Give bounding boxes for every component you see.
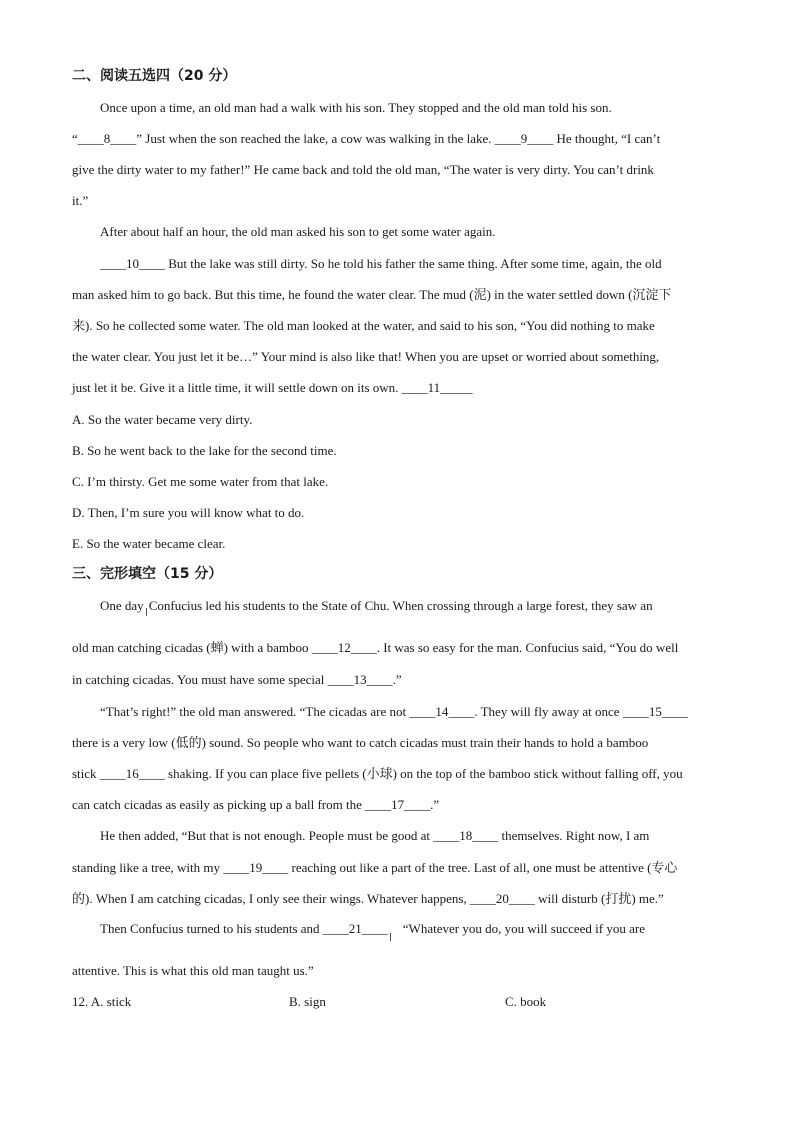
- section-3-heading: 三、完形填空（15 分）: [72, 566, 223, 582]
- passage-line: the water clear. You just let it be…” Your mind is also like that! When you are upset or worried about something,: [72, 349, 660, 364]
- passage-line: 来). So he collected some water. The old man looked at the water, and said to his son, “You did nothing to make: [72, 318, 655, 333]
- passage-line: “That’s right!” the old man answered. “The cicadas are not ____14____. They will fly away at once ____15____: [100, 704, 688, 719]
- option-d: D. Then, I’m sure you will know what to do.: [72, 505, 305, 520]
- q12-option-c: C. book: [505, 994, 547, 1009]
- passage-text: Confucius led his students to the State of Chu. When crossing through a large forest, they saw an: [148, 598, 653, 613]
- passage-line: it.”: [72, 193, 89, 208]
- passage-line: He then added, “But that is not enough. People must be good at ____18____ themselves. Right now, I am: [100, 828, 650, 843]
- passage-line: there is a very low (低的) sound. So people who want to catch cicadas must train their hands to hold a bamboo: [72, 735, 649, 750]
- passage-line: [100, 921, 645, 941]
- passage-line: stick ____16____ shaking. If you can place five pellets (小球) on the top of the bamboo stick without falling off, you: [72, 766, 683, 781]
- mark-tick: [146, 608, 147, 616]
- passage-line: in catching cicadas. You must have some special ____13____.”: [72, 672, 402, 687]
- passage-text: One day: [100, 598, 144, 613]
- passage-line: attentive. This is what this old man taught us.”: [72, 963, 314, 978]
- passage-line: [100, 598, 653, 616]
- q12-option-b: B. sign: [289, 994, 326, 1009]
- passage-line: man asked him to go back. But this time, he found the water clear. The mud (泥) in the water settled down (沉淀下: [72, 287, 672, 302]
- passage-line: old man catching cicadas (蝉) with a bamboo ____12____. It was so easy for the man. Confucius said, “You do well: [72, 640, 679, 655]
- passage-line: standing like a tree, with my ____19____ reaching out like a part of the tree. Last of all, one must be attentive (专心: [72, 860, 678, 875]
- q12-option-a: 12. A. stick: [72, 994, 132, 1009]
- section-2-heading: 二、阅读五选四（20 分）: [72, 68, 237, 84]
- passage-line: After about half an hour, the old man asked his son to get some water again.: [100, 224, 496, 239]
- passage-line: Once upon a time, an old man had a walk with his son. They stopped and the old man told his son.: [100, 100, 612, 115]
- passage-line: just let it be. Give it a little time, it will settle down on its own. ____11_____: [72, 380, 473, 395]
- passage-text: Then Confucius turned to his students and ____21____: [100, 921, 388, 936]
- passage-line: give the dirty water to my father!” He came back and told the old man, “The water is very dirty. You can’t drink: [72, 162, 654, 177]
- option-a: A. So the water became very dirty.: [72, 412, 253, 427]
- option-e: E. So the water became clear.: [72, 536, 226, 551]
- passage-line: 的). When I am catching cicadas, I only see their wings. Whatever happens, ____20____ will disturb (打扰) me.”: [72, 891, 664, 906]
- passage-line: can catch cicadas as easily as picking up a ball from the ____17____.”: [72, 797, 440, 812]
- passage-line: ____10____ But the lake was still dirty. So he told his father the same thing. After some time, again, the old: [100, 256, 662, 271]
- option-c: C. I’m thirsty. Get me some water from that lake.: [72, 474, 329, 489]
- passage-line: “____8____” Just when the son reached the lake, a cow was walking in the lake. ____9____ He thought, “I can’t: [72, 131, 661, 146]
- mark-tick: [390, 933, 391, 941]
- option-b: B. So he went back to the lake for the second time.: [72, 443, 337, 458]
- passage-text: “Whatever you do, you will succeed if you are: [402, 921, 645, 936]
